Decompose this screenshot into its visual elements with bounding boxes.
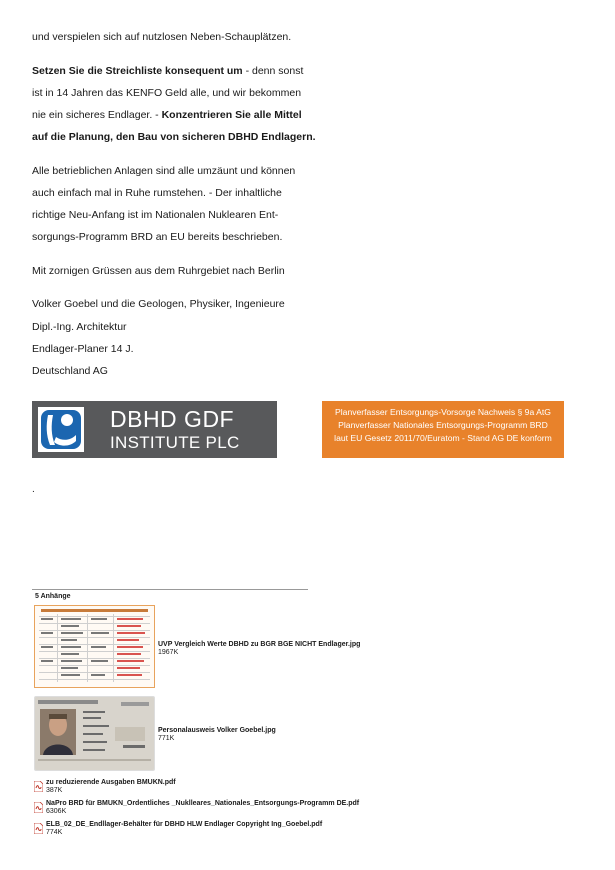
paragraph-line xyxy=(32,109,302,122)
banner-line-3: laut EU Gesetz 2011/70/Euratom - Stand AG DE konform xyxy=(334,433,552,443)
text: - denn sonst xyxy=(242,65,304,77)
pdf-size: 774K xyxy=(46,829,63,836)
attachment-size: 771K xyxy=(158,735,175,742)
pdf-size: 387K xyxy=(46,787,63,794)
paragraph-line: auf die Planung, den Bau von sicheren DBHD Endlagern. xyxy=(32,131,316,143)
attachment-thumbnail-table[interactable] xyxy=(34,605,155,688)
pdf-name[interactable]: ELB_02_DE_Endllager-Behälter für DBHD HLW Endlager Copyright Ing_Goebel.pdf xyxy=(46,821,323,828)
text: nie ein sicheres Endlager. - xyxy=(32,109,162,121)
dot-text: . xyxy=(32,484,35,495)
attachments-title: 5 Anhänge xyxy=(35,593,71,600)
dbhd-logo xyxy=(32,401,277,458)
pdf-file-icon xyxy=(34,823,43,834)
paragraph-line: auch einfach mal in Ruhe rumstehen. - Der inhaltliche xyxy=(32,187,282,199)
table-preview-icon xyxy=(35,606,154,687)
pdf-file-icon xyxy=(34,781,43,792)
paragraph-line: und verspielen sich auf nutzlosen Neben-Schauplätzen. xyxy=(32,31,292,43)
pdf-file-icon xyxy=(34,802,43,813)
banner-line-2: Planverfasser Nationales Entsorgungs-Programm BRD xyxy=(338,420,548,430)
pdf-name[interactable]: zu reduzierende Ausgaben BMUKN.pdf xyxy=(46,779,176,786)
id-card-preview-icon xyxy=(35,697,154,770)
attachment-name[interactable]: Personalausweis Volker Goebel.jpg xyxy=(158,727,276,734)
dbhd-logo-mark-icon xyxy=(38,407,84,452)
paragraph-line: Mit zornigen Grüssen aus dem Ruhrgebiet nach Berlin xyxy=(32,265,285,277)
signature-line: Deutschland AG xyxy=(32,365,108,377)
paragraph-line: sorgungs-Programm BRD an EU bereits beschrieben. xyxy=(32,231,283,243)
banner-line-1: Planverfasser Entsorgungs-Vorsorge Nachweis § 9a AtG xyxy=(335,407,551,417)
attachments-divider xyxy=(32,589,308,590)
pdf-name[interactable]: NaPro BRD für BMUKN_Ordentliches _Nuklleares_Nationales_Entsorgungs-Programm DE.pdf xyxy=(46,800,360,807)
logo-line-2: INSTITUTE PLC xyxy=(110,433,240,452)
orange-banner xyxy=(322,401,564,458)
paragraph-line: richtige Neu-Anfang ist im Nationalen Nuklearen Ent- xyxy=(32,209,279,221)
bold-text: Setzen Sie die Streichliste konsequent um xyxy=(32,65,243,77)
attachment-size: 1967K xyxy=(158,649,179,656)
attachment-name[interactable]: UVP Vergleich Werte DBHD zu BGR BGE NICHT Endlager.jpg xyxy=(158,641,361,648)
paragraph-line xyxy=(32,65,303,78)
signature-line: Endlager-Planer 14 J. xyxy=(32,343,134,355)
bold-text: Konzentrieren Sie alle Mittel xyxy=(161,109,302,121)
attachment-thumbnail-id-card[interactable] xyxy=(34,696,155,771)
signature-line: Volker Goebel und die Geologen, Physiker, Ingenieure xyxy=(32,298,285,310)
paragraph-line: ist in 14 Jahren das KENFO Geld alle, und wir bekommen xyxy=(32,87,302,99)
signature-line: Dipl.-Ing. Architektur xyxy=(32,321,127,333)
paragraph-line: Alle betrieblichen Anlagen sind alle umzäunt und können xyxy=(32,165,296,177)
pdf-size: 6306K xyxy=(46,808,67,815)
logo-line-1: DBHD GDF xyxy=(110,406,235,432)
